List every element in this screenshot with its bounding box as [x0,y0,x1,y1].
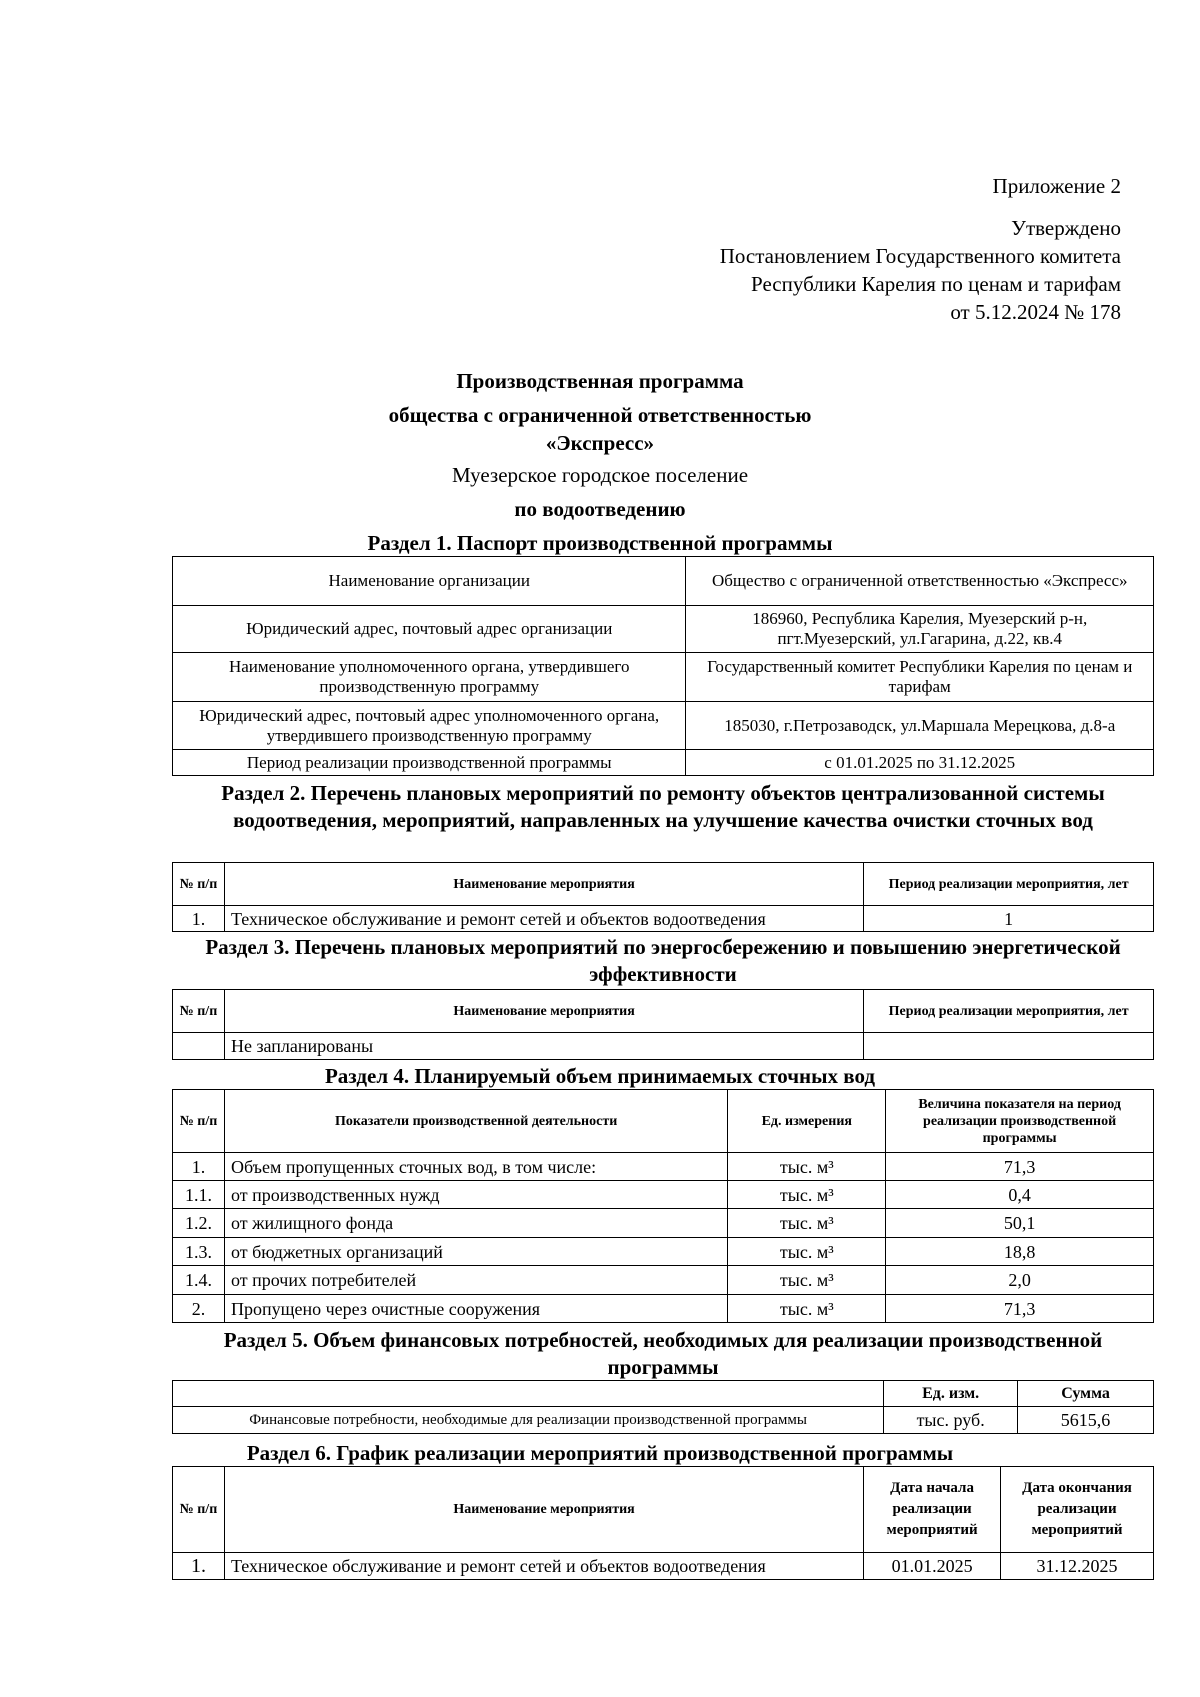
col-num-header: № п/п [173,990,225,1033]
table-header-row [173,1090,1154,1153]
row-sum: 5615,6 [1018,1407,1154,1434]
row-unit: тыс. м³ [728,1181,886,1209]
title-line-4: Муезерское городское поселение [451,463,749,487]
col-unit-header: Ед. изм. [884,1381,1018,1407]
table-row [173,1407,1154,1434]
row-name: Техническое обслуживание и ремонт сетей и объектов водоотведения [224,1553,863,1580]
title-line-3: «Экспресс» [545,431,655,455]
approved-by-line-1: Постановлением Государственного комитета [719,244,1121,268]
row-name: от бюджетных организаций [224,1238,727,1266]
section-6-table [172,1466,1154,1580]
row-num: 1.2. [173,1209,225,1238]
section-5-heading: Раздел 5. Объем финансовых потребностей, необходимых для реализации производственной программы [223,1328,1103,1379]
row-name: от производственных нужд [224,1181,727,1209]
row-num: 1. [173,1553,225,1580]
table-row [173,1153,1154,1181]
row-num: 1.3. [173,1238,225,1266]
row-num: 2. [173,1295,225,1323]
table-row [173,1181,1154,1209]
row-num [173,1033,225,1060]
row-value: 71,3 [886,1153,1154,1181]
row-num: 1.1. [173,1181,225,1209]
authority-address-label: Юридический адрес, почтовый адрес уполномоченного органа, утвердившего производственную программу [173,702,686,750]
section-1-table [172,556,1154,776]
row-name: от прочих потребителей [224,1266,727,1295]
title-line-2: общества с ограниченной ответственностью [388,403,812,427]
row-num: 1. [173,1153,225,1181]
approved-by-line-2: Республики Карелия по ценам и тарифам [751,272,1121,296]
period-label: Период реализации производственной программы [173,750,686,776]
col-num-header: № п/п [173,863,225,906]
row-label: Финансовые потребности, необходимые для реализации производственной программы [173,1407,884,1434]
row-period: 1 [864,906,1154,932]
row-name: Техническое обслуживание и ремонт сетей и объектов водоотведения [224,906,863,932]
section-2-table [172,862,1154,932]
row-value: 0,4 [886,1181,1154,1209]
col-indicator-header: Показатели производственной деятельности [224,1090,727,1153]
title-line-5: по водоотведению [514,497,686,521]
col-start-header: Дата начала реализации мероприятий [864,1467,1001,1553]
col-name-header: Наименование мероприятия [224,863,863,906]
row-num: 1.4. [173,1266,225,1295]
table-header-row [173,863,1154,906]
col-period-header: Период реализации мероприятия, лет [864,990,1154,1033]
row-unit: тыс. м³ [728,1209,886,1238]
row-unit: тыс. м³ [728,1238,886,1266]
org-address-label: Юридический адрес, почтовый адрес организации [173,606,686,653]
table-row [173,606,1154,653]
table-header-row [173,1467,1154,1553]
section-3-table [172,989,1154,1060]
section-4-table [172,1089,1154,1323]
table-row [173,750,1154,776]
table-row [173,1295,1154,1323]
section-1-heading: Раздел 1. Паспорт производственной программы [367,531,833,555]
approval-block [720,214,1121,326]
col-period-header: Период реализации мероприятия, лет [864,863,1154,906]
row-unit: тыс. м³ [728,1153,886,1181]
org-name-label: Наименование организации [173,557,686,606]
authority-address-value: 185030, г.Петрозаводск, ул.Маршала Мерецкова, д.8-а [686,702,1154,750]
col-sum-header: Сумма [1018,1381,1154,1407]
col-num-header: № п/п [173,1467,225,1553]
blank-header [173,1381,884,1407]
col-value-header: Величина показателя на период реализации производственной программы [886,1090,1154,1153]
table-row [173,557,1154,606]
row-num: 1. [173,906,225,932]
table-header-row [173,1381,1154,1407]
row-name: Не запланированы [224,1033,863,1060]
row-value: 2,0 [886,1266,1154,1295]
approved-label: Утверждено [1011,216,1121,240]
table-header-row [173,990,1154,1033]
table-row [173,1033,1154,1060]
row-unit: тыс. м³ [728,1266,886,1295]
section-4-heading: Раздел 4. Планируемый объем принимаемых сточных вод [324,1064,876,1088]
table-row [173,1553,1154,1580]
col-num-header: № п/п [173,1090,225,1153]
approved-date: от 5.12.2024 № 178 [950,300,1121,324]
title-line-1: Производственная программа [456,369,744,393]
row-name: Пропущено через очистные сооружения [224,1295,727,1323]
authority-name-value: Государственный комитет Республики Карелия по ценам и тарифам [686,653,1154,702]
section-2-heading: Раздел 2. Перечень плановых мероприятий по ремонту объектов централизованной системы водоотведения, мероприятий, направленных на улучшение качества очистки сточных вод [221,781,1105,832]
col-name-header: Наименование мероприятия [224,990,863,1033]
section-3-heading: Раздел 3. Перечень плановых мероприятий по энергосбережению и повышению энергетической эффективности [205,935,1121,986]
row-start: 01.01.2025 [864,1553,1001,1580]
row-name: Объем пропущенных сточных вод, в том числе: [224,1153,727,1181]
org-name-value: Общество с ограниченной ответственностью «Экспресс» [686,557,1154,606]
row-name: от жилищного фонда [224,1209,727,1238]
table-row [173,1266,1154,1295]
section-6-heading: Раздел 6. График реализации мероприятий производственной программы [246,1441,954,1465]
row-value: 71,3 [886,1295,1154,1323]
table-row [173,1209,1154,1238]
table-row [173,1238,1154,1266]
appendix-label: Приложение 2 [992,174,1121,198]
period-value: с 01.01.2025 по 31.12.2025 [686,750,1154,776]
section-5-table [172,1380,1154,1434]
org-address-value: 186960, Республика Карелия, Муезерский р-н, пгт.Муезерский, ул.Гагарина, д.22, кв.4 [686,606,1154,653]
table-row [173,702,1154,750]
row-unit: тыс. руб. [884,1407,1018,1434]
col-end-header: Дата окончания реализации мероприятий [1001,1467,1154,1553]
table-row [173,906,1154,932]
row-period [864,1033,1154,1060]
col-name-header: Наименование мероприятия [224,1467,863,1553]
row-value: 50,1 [886,1209,1154,1238]
col-unit-header: Ед. измерения [728,1090,886,1153]
row-unit: тыс. м³ [728,1295,886,1323]
table-row [173,653,1154,702]
row-value: 18,8 [886,1238,1154,1266]
row-end: 31.12.2025 [1001,1553,1154,1580]
authority-name-label: Наименование уполномоченного органа, утвердившего производственную программу [173,653,686,702]
